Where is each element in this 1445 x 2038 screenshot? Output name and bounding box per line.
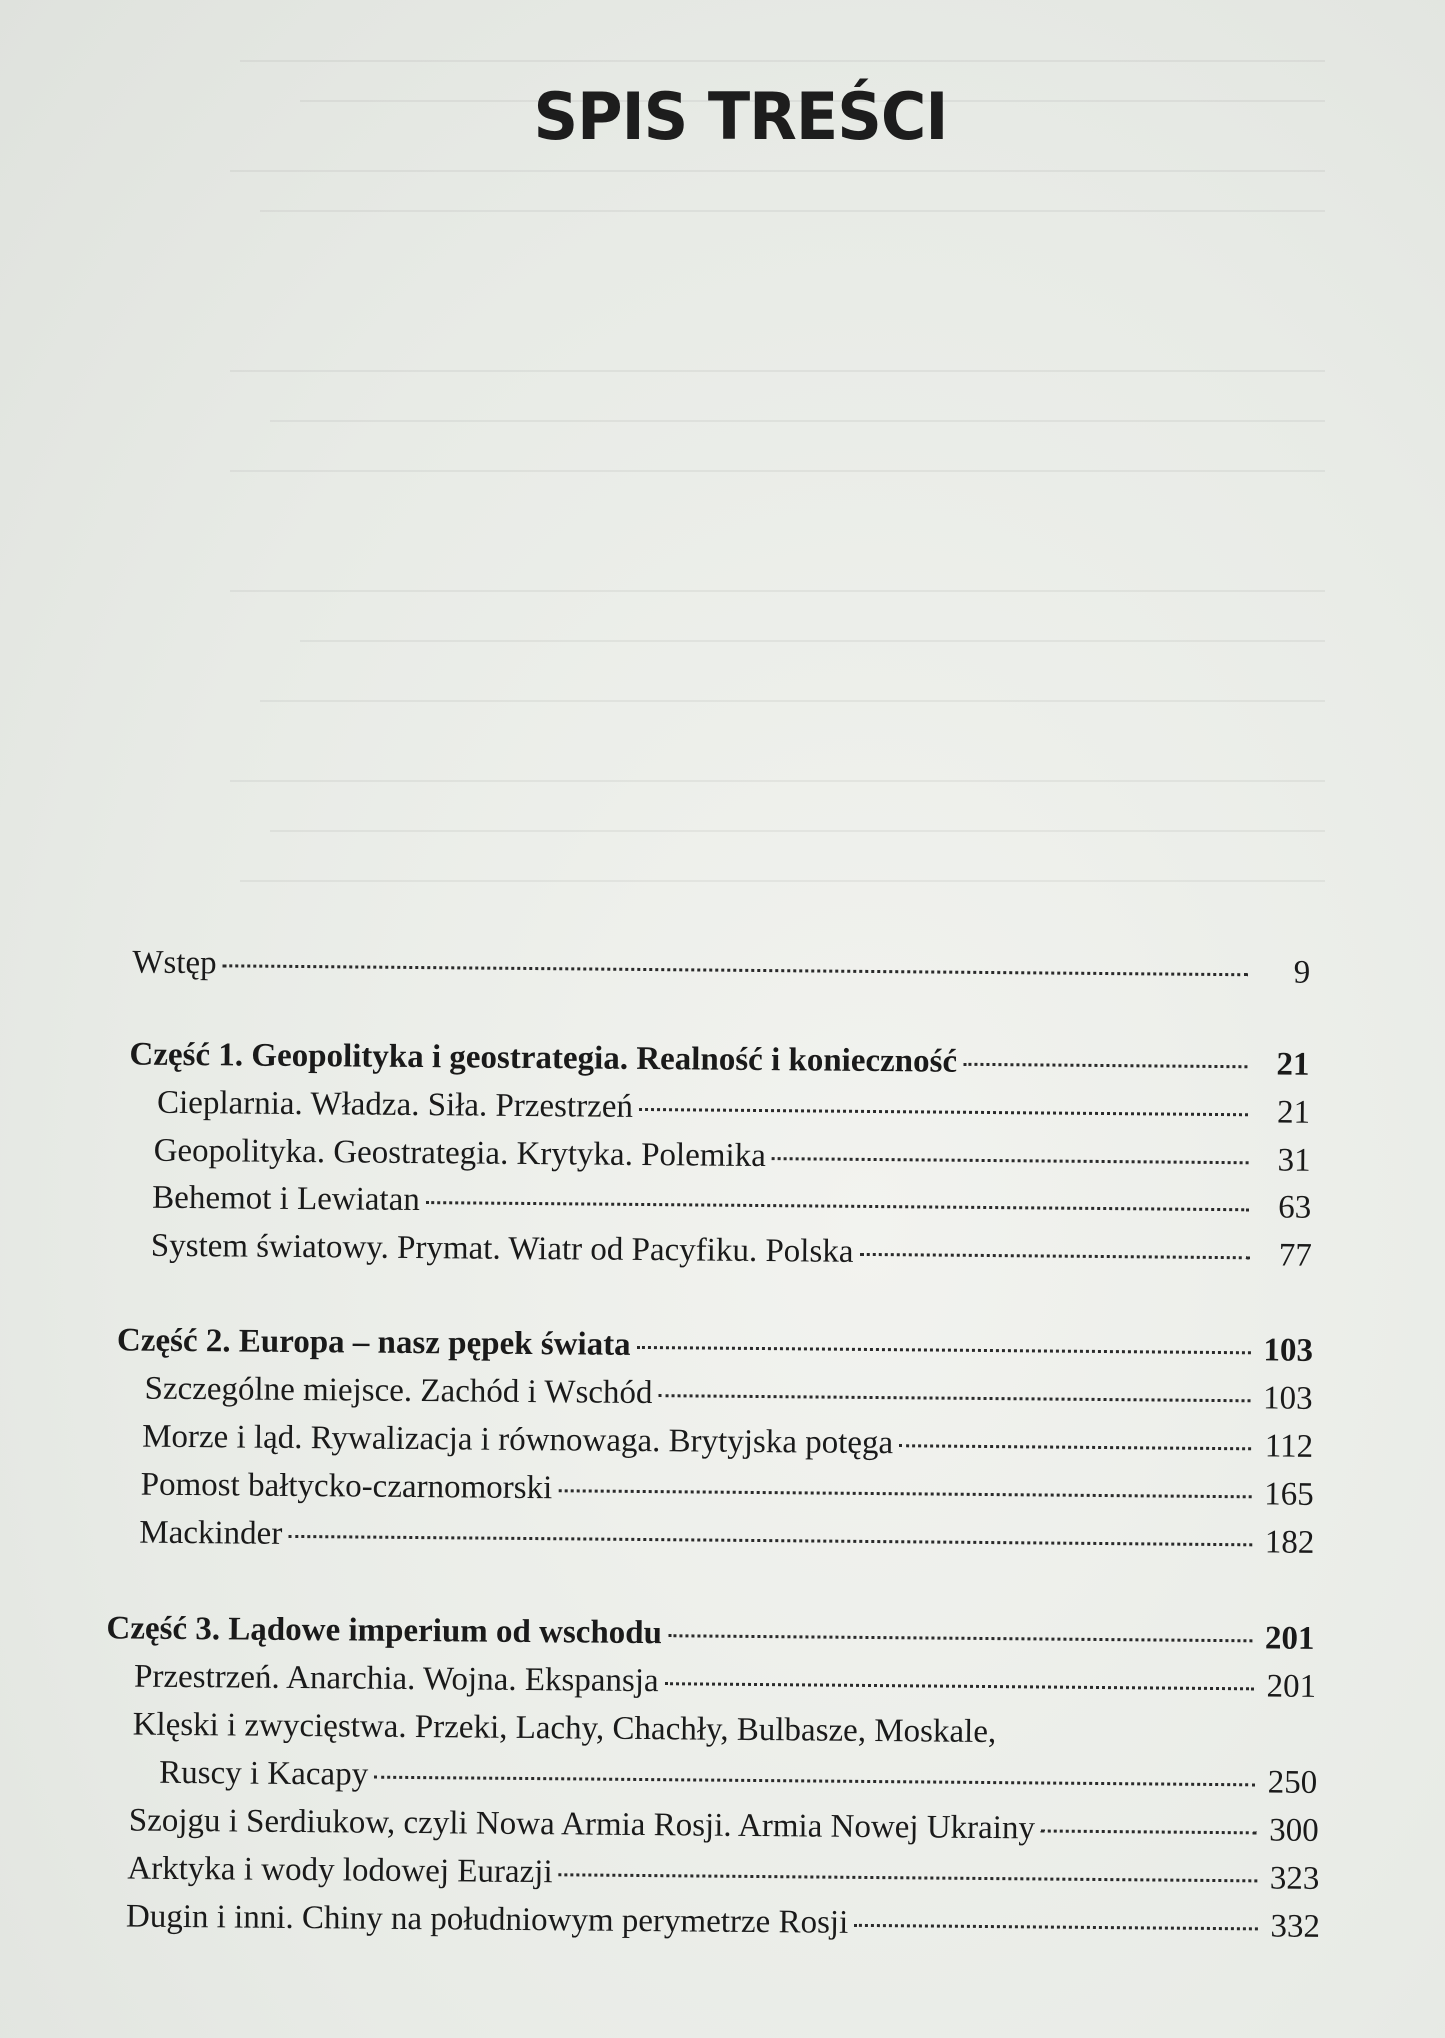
toc-entry-label: Pomost bałtycko-czarnomorski [140,1466,553,1507]
dot-leader [426,1201,1249,1211]
toc-entry [129,1801,1319,1851]
toc-entry-page: 103 [1263,1332,1314,1369]
toc-entry-page: 201 [1264,1620,1315,1657]
toc-entry [141,1465,1314,1515]
toc-entry-page: 332 [1270,1908,1321,1945]
dot-leader [288,1535,1252,1546]
toc-entry-page: 21 [1276,1046,1310,1083]
toc-entry [153,1131,1310,1181]
toc-entry-label: Mackinder [139,1514,283,1552]
toc-entry-label: Szojgu i Serdiukow, czyli Nowa Armia Rosji. Armia Nowej Ukrainy [128,1802,1036,1847]
dot-leader [639,1108,1248,1116]
toc-entry-page: 112 [1264,1428,1314,1465]
toc-entry [127,1849,1319,1899]
toc-entry-label: Część 2. Europa – nasz pępek świata [116,1322,631,1363]
toc-part-1 [129,1035,1309,1085]
toc-entry-page: 21 [1276,1094,1311,1131]
toc-entry [144,1369,1312,1419]
dot-leader [223,964,1249,976]
dot-leader [374,1776,1255,1787]
toc-entry-label: Morze i ląd. Rywalizacja i równowaga. Brytyjska potęga [142,1418,894,1462]
toc-entry-page: 165 [1264,1476,1314,1513]
toc-entry [151,1226,1312,1276]
toc-entry-page: 9 [1293,954,1311,991]
toc-entry [142,1417,1313,1467]
dot-leader [658,1394,1250,1402]
toc-entry [139,1513,1314,1563]
toc-entry-page: 323 [1269,1860,1320,1897]
toc-entry [157,1083,1310,1133]
dot-leader [963,1063,1247,1068]
dot-leader [558,1489,1251,1498]
toc-entry-label: Ruscy i Kacapy [159,1754,369,1793]
dot-leader [665,1682,1254,1690]
toc-entry-page: 201 [1266,1668,1317,1705]
toc-entry-label: Szczególne miejsce. Zachód i Wschód [144,1370,653,1412]
toc-entry [134,1657,1316,1707]
dot-leader [899,1444,1251,1450]
dot-leader [637,1346,1251,1354]
dot-leader [859,1253,1249,1259]
toc-entry-label: Dugin i inni. Chiny na południowym perymetrze Rosji [125,1898,849,1941]
toc-entry-page: 63 [1278,1189,1312,1226]
toc-entry-label: Część 1. Geopolityka i geostrategia. Realność i konieczność [129,1036,958,1080]
dot-leader [772,1157,1249,1164]
toc-part-2 [117,1320,1313,1370]
dot-leader [559,1873,1258,1882]
toc-entry-first-line [132,1705,1316,1755]
toc-entry-label: Wstęp [132,944,217,982]
dot-leader [1041,1829,1257,1834]
toc-entry-label: Klęski i zwycięstwa. Przeki, Lachy, Chachły, Bulbasze, Moskale, [132,1706,997,1751]
toc-entry-page: 182 [1264,1524,1315,1561]
toc-entry-label: System światowy. Prymat. Wiatr od Pacyfiku. Polska [150,1227,854,1270]
toc-entry-label: Przestrzeń. Anarchia. Wojna. Ekspansja [133,1658,659,1700]
toc-part-3 [106,1608,1314,1659]
toc-entry-introduction [132,943,1310,993]
toc-entry-page: 300 [1269,1812,1319,1849]
toc-entry-label: Geopolityka. Geostrategia. Krytyka. Polemika [153,1132,766,1175]
toc-entry-page: 250 [1267,1764,1318,1801]
toc-entry [152,1178,1311,1228]
toc-entry [126,1897,1320,1947]
dot-leader [668,1634,1252,1642]
toc-entry-label: Cieplarnia. Władza. Siła. Przestrzeń [156,1084,634,1125]
dot-leader [854,1924,1258,1931]
toc-entry-page: 31 [1277,1142,1311,1179]
toc-entry-page: 77 [1278,1237,1312,1274]
toc-entry-label: Arktyka i wody lodowej Eurazji [127,1850,553,1891]
page-title: SPIS TREŚCI [533,78,948,155]
toc-entry-label: Behemot i Lewiatan [152,1179,420,1219]
toc-entry-label: Część 3. Lądowe imperium od wschodu [106,1610,663,1652]
toc-entry-page: 103 [1262,1380,1313,1417]
toc-entry-continuation [159,1753,1317,1803]
